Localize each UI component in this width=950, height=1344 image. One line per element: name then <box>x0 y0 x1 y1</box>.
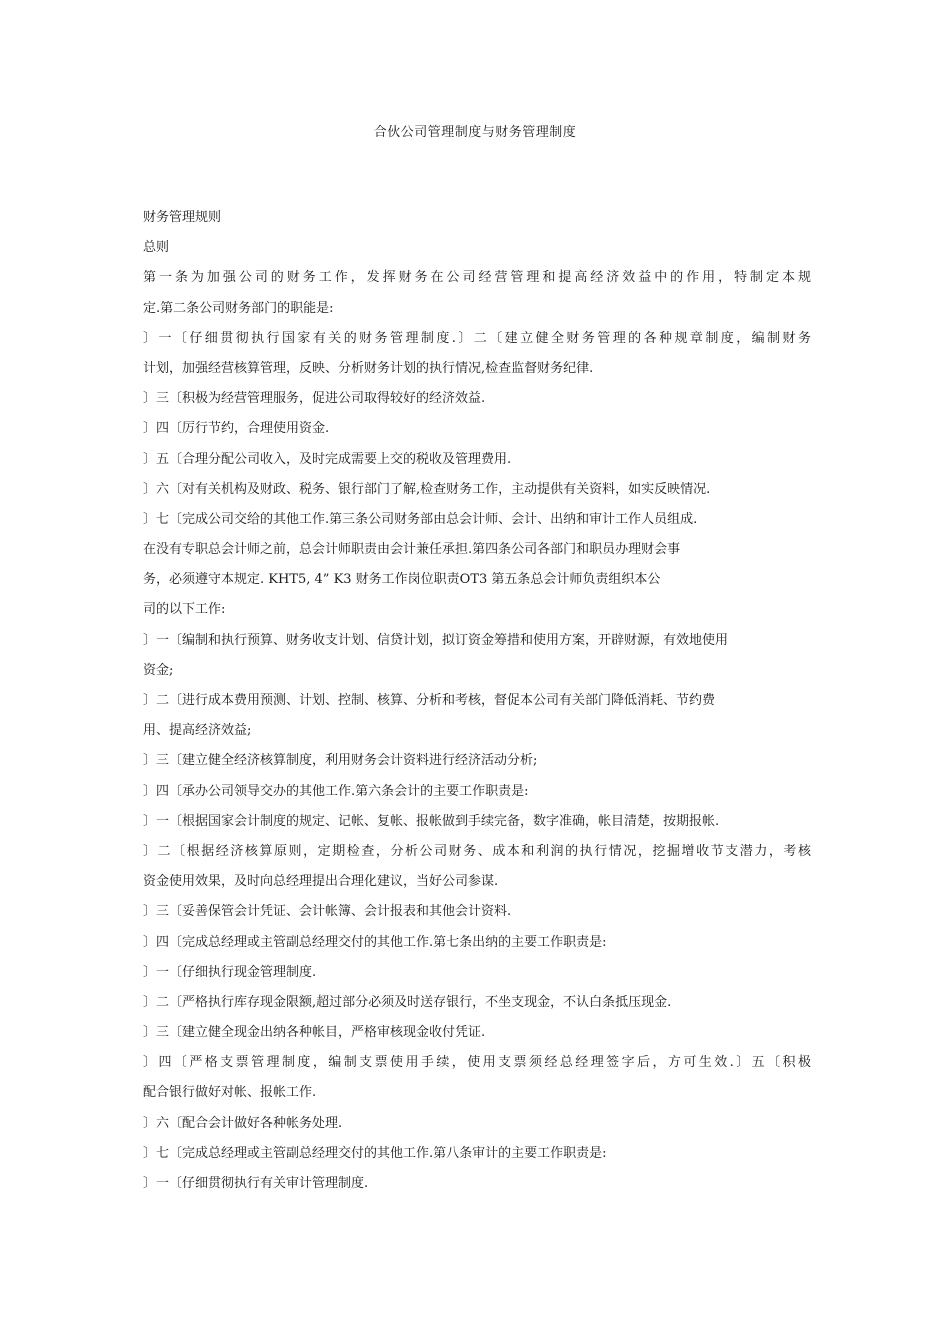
text-line: 财务管理规则 <box>143 210 222 225</box>
text-line: 配合银行做好对帐、报帐工作. <box>143 1085 317 1101</box>
text-line: 〕四〔完成总经理或主管副总经理交付的其他工作.第七条出纳的主要工作职责是: <box>143 934 607 950</box>
text-line: 〕一〔仔细贯彻执行有关审计管理制度. <box>143 1176 369 1191</box>
text-line: 〕六〔对有关机构及财政、税务、银行部门了解,检查财务工作，主动提供有关资料，如实反映情况. <box>143 481 711 497</box>
text-line: 〕二〔根据经济核算原则，定期检查，分析公司财务、成本和利润的执行情况，挖掘增收节支潜力，考核 <box>143 843 811 859</box>
text-line: 务，必须遵守本规定. KHT5, 4” K3 财务工作岗位职责OT3 第五条总会计师负责组织本公 <box>143 572 661 588</box>
text-line: 总则 <box>143 240 170 256</box>
text-line: 〕一〔根据国家会计制度的规定、记帐、复帐、报帐做到手续完备，数字准确，帐目清楚，按期报帐. <box>143 813 720 829</box>
text-line: 〕七〔完成公司交给的其他工作.第三条公司财务部由总会计师、会计、出纳和审计工作人员组成. <box>143 511 698 527</box>
text-line: 〕五〔合理分配公司收入，及时完成需要上交的税收及管理费用. <box>143 451 512 467</box>
text-line: 〕六〔配合会计做好各种帐务处理. <box>143 1115 343 1131</box>
text-line: 〕一〔仔细执行现金管理制度. <box>143 964 317 980</box>
text-line: 〕三〔建立健全现金出纳各种帐目，严格审核现金收付凭证. <box>143 1025 486 1041</box>
text-line: 〕一〔仔细贯彻执行国家有关的财务管理制度.〕二〔建立健全财务管理的各种规章制度，编制财务 <box>143 330 811 346</box>
text-line: 〕三〔建立健全经济核算制度，利用财务会计资料进行经济活动分析; <box>143 753 538 769</box>
text-line: 〕四〔厉行节约，合理使用资金. <box>143 421 330 437</box>
text-line: 〕二〔进行成本费用预测、计划、控制、核算、分析和考核，督促本公司有关部门降低消耗、节约费 <box>143 693 716 708</box>
text-line: 计划，加强经营核算管理，反映、分析财务计划的执行情况,检查监督财务纪律. <box>143 360 594 376</box>
text-line: 〕一〔编制和执行预算、财务收支计划、信贷计划，拟订资金筹措和使用方案，开辟财源，有效地使用 <box>143 632 729 648</box>
text-line: 〕四〔严格支票管理制度，编制支票使用手续，使用支票须经总经理签字后，方可生效.〕五〔积极 <box>143 1055 811 1071</box>
text-line: 〕七〔完成总经理或主管副总经理交付的其他工作.第八条审计的主要工作职责是: <box>143 1145 607 1161</box>
text-line: 〕三〔妥善保管会计凭证、会计帐簿、会计报表和其他会计资料. <box>143 904 512 920</box>
text-line: 资金使用效果，及时向总经理提出合理化建议，当好公司参谋. <box>143 874 499 890</box>
document-body <box>143 203 811 1199</box>
text-line: 〕二〔严格执行库存现金限额,超过部分必须及时送存银行，不坐支现金，不认白条抵压现金. <box>143 994 672 1010</box>
text-line: 〕三〔积极为经营管理服务，促进公司取得较好的经济效益. <box>143 391 486 407</box>
text-line: 在没有专职总会计师之前，总会计师职责由会计兼任承担.第四条公司各部门和职员办理财会事 <box>143 542 681 558</box>
text-line: 司的以下工作: <box>143 602 226 618</box>
text-line: 第一条为加强公司的财务工作，发挥财务在公司经营管理和提高经济效益中的作用，特制定本规 <box>143 270 811 286</box>
text-line: 资金; <box>143 662 174 678</box>
text-line: 〕四〔承办公司领导交办的其他工作.第六条会计的主要工作职责是: <box>143 783 529 799</box>
document-title: 合伙公司管理制度与财务管理制度 <box>373 125 577 140</box>
text-line: 定.第二条公司财务部门的职能是: <box>143 300 334 316</box>
text-line: 用、提高经济效益; <box>143 723 252 739</box>
